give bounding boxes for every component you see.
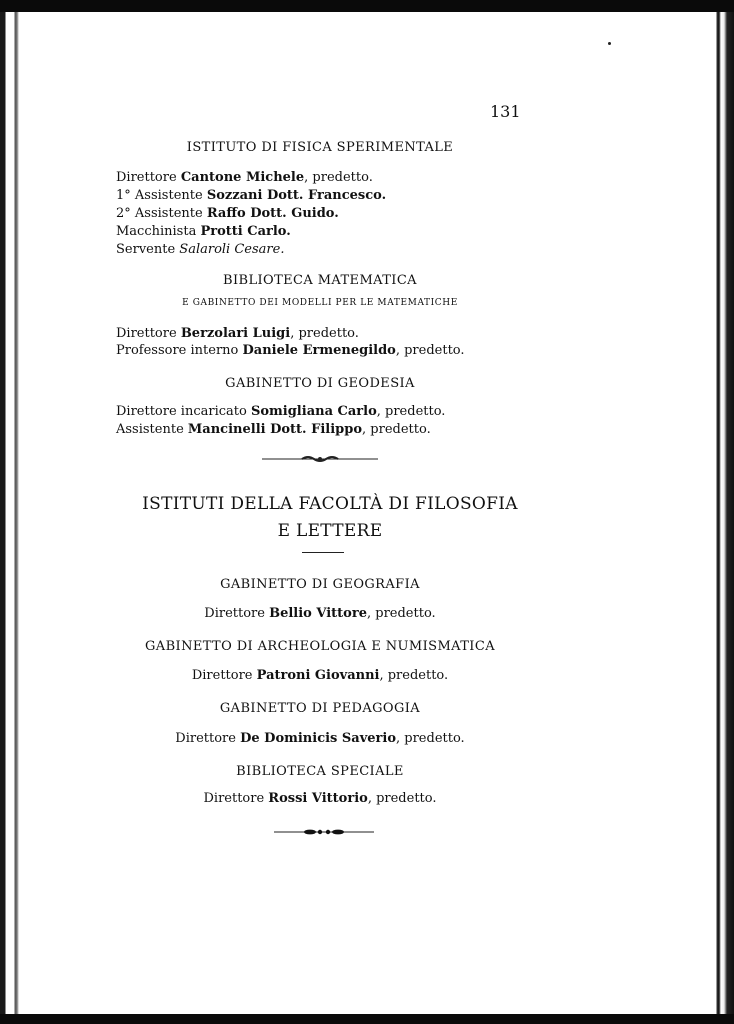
scan-border-left bbox=[0, 12, 22, 1014]
staff-line: Direttore Bellio Vittore, predetto. bbox=[204, 606, 436, 621]
staff-line: 2° Assistente Raffo Dott. Guido. bbox=[116, 206, 339, 221]
staff-line: Direttore Patroni Giovanni, predetto. bbox=[191, 668, 449, 683]
section-heading-pedagogia: GABINETTO DI PEDAGOGIA bbox=[219, 701, 421, 716]
major-heading-line2: E LETTERE bbox=[277, 521, 383, 541]
major-heading-line1: ISTITUTI DELLA FACOLTÀ DI FILOSOFIA bbox=[142, 494, 518, 514]
staff-line: Assistente Mancinelli Dott. Filippo, predetto. bbox=[116, 422, 431, 437]
section-heading-biblioteca-matematica: BIBLIOTECA MATEMATICA bbox=[223, 273, 417, 288]
scan-border-bottom bbox=[0, 1014, 734, 1024]
staff-line: Macchinista Protti Carlo. bbox=[116, 224, 291, 239]
section-heading-geodesia: GABINETTO DI GEODESIA bbox=[225, 376, 415, 391]
staff-line: 1° Assistente Sozzani Dott. Francesco. bbox=[116, 188, 387, 203]
section-heading-geografia: GABINETTO DI GEOGRAFIA bbox=[220, 577, 420, 592]
staff-line: Direttore incaricato Somigliana Carlo, predetto. bbox=[116, 404, 446, 419]
scan-speck bbox=[608, 42, 611, 45]
staff-line: Professore interno Daniele Ermenegildo, predetto. bbox=[116, 343, 465, 358]
staff-line: Direttore Berzolari Luigi, predetto. bbox=[116, 326, 359, 341]
staff-line: Direttore De Dominicis Saverio, predetto. bbox=[175, 731, 465, 746]
staff-line: Servente Salaroli Cesare. bbox=[116, 242, 285, 257]
section-heading-biblioteca-speciale: BIBLIOTECA SPECIALE bbox=[236, 764, 404, 779]
scan-border-top bbox=[0, 0, 734, 12]
staff-line: Direttore Rossi Vittorio, predetto. bbox=[203, 791, 437, 806]
heading-rule bbox=[302, 552, 344, 553]
staff-line: Direttore Cantone Michele, predetto. bbox=[116, 170, 373, 185]
scan-border-right bbox=[706, 12, 734, 1014]
page-number: 131 bbox=[490, 102, 521, 121]
ornamental-rule-beads bbox=[274, 827, 374, 837]
ornamental-rule-scroll bbox=[262, 454, 378, 464]
section-heading-fisica: ISTITUTO DI FISICA SPERIMENTALE bbox=[186, 140, 454, 155]
section-heading-archeologia: GABINETTO DI ARCHEOLOGIA E NUMISMATICA bbox=[145, 639, 495, 654]
section-subheading: E GABINETTO DEI MODELLI PER LE MATEMATICHE bbox=[182, 298, 458, 308]
